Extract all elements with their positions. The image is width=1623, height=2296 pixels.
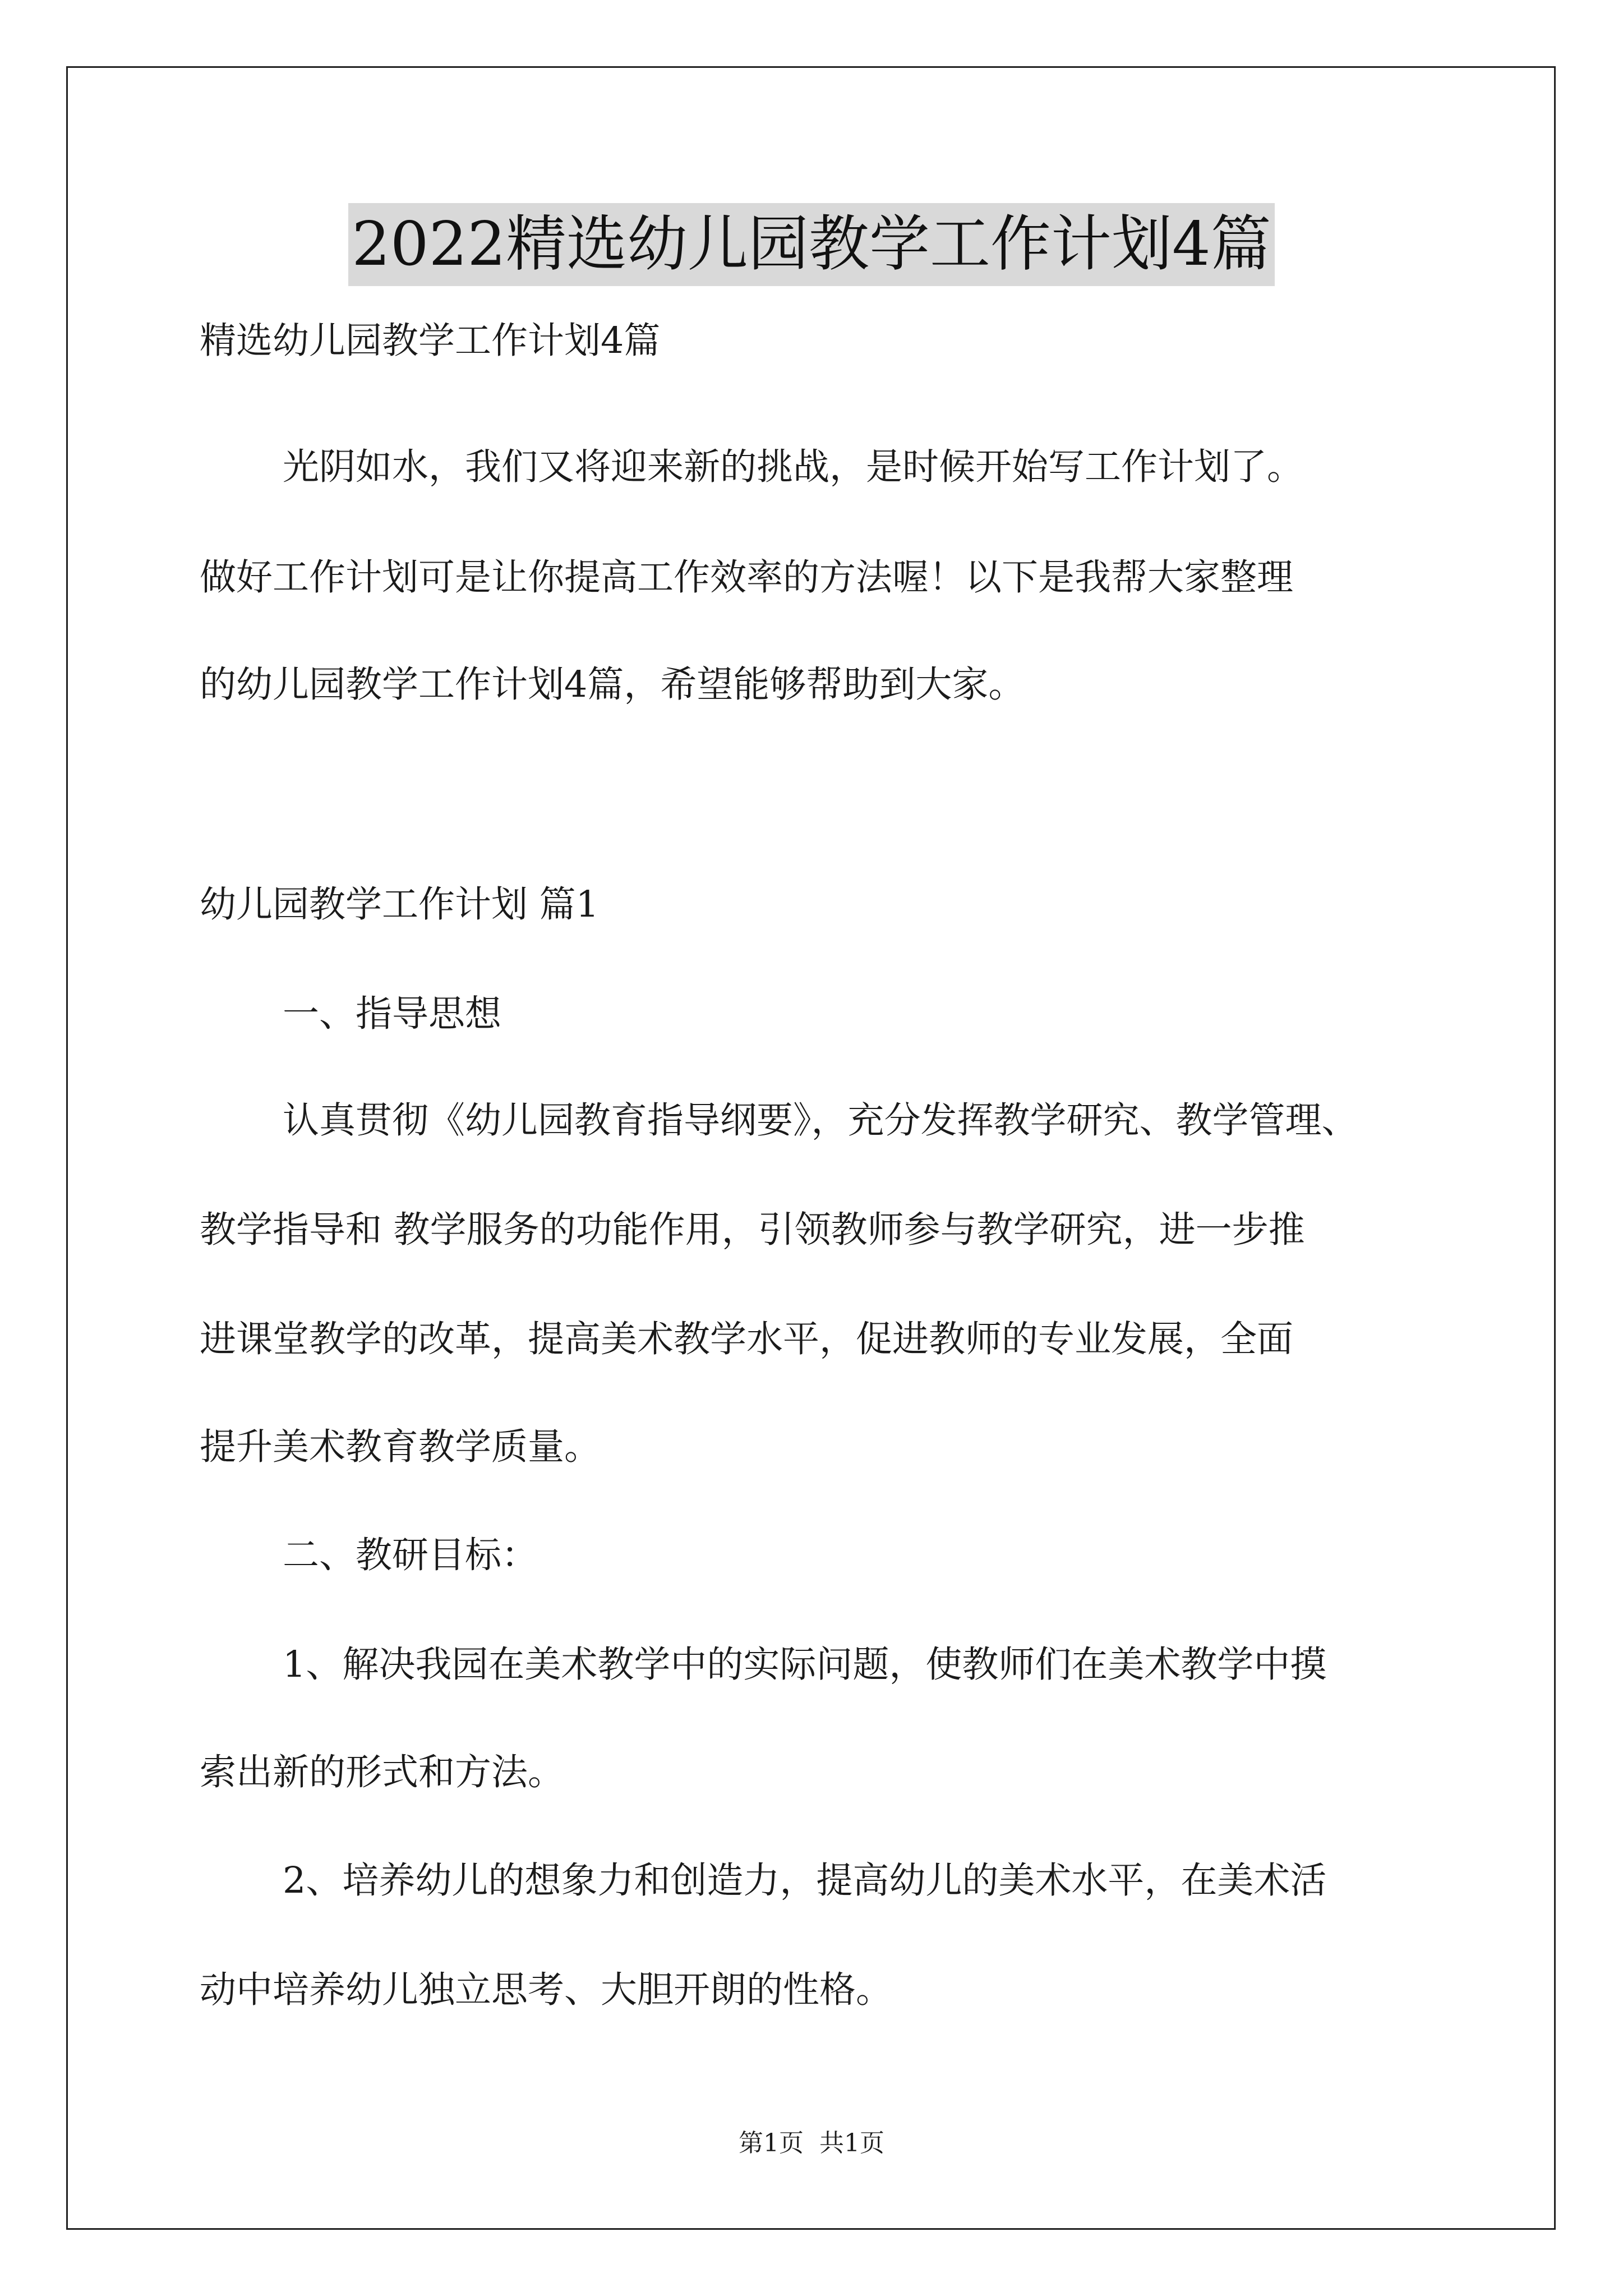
heading-guiding-thought: 一、指导思想	[283, 993, 502, 1035]
title-container	[0, 203, 1623, 286]
guiding-line-1: 认真贯彻《幼儿园教育指导纲要》，充分发挥教学研究、教学管理、	[283, 1099, 1358, 1142]
page-border	[66, 66, 1556, 2230]
goal-one-line-1: 1、解决我园在美术教学中的实际问题，使教师们在美术教学中摸	[283, 1644, 1327, 1686]
guiding-line-4: 提升美术教育教学质量。	[200, 1426, 601, 1468]
goal-two-line-1: 2、培养幼儿的想象力和创造力，提高幼儿的美术水平，在美术活	[283, 1860, 1327, 1902]
section-heading: 幼儿园教学工作计划 篇1	[200, 884, 600, 926]
document-subtitle: 精选幼儿园教学工作计划4篇	[200, 320, 661, 362]
document-title: 2022精选幼儿园教学工作计划4篇	[348, 203, 1275, 286]
intro-line-2: 做好工作计划可是让你提高工作效率的方法喔！以下是我帮大家整理	[200, 556, 1294, 599]
goal-two-line-2: 动中培养幼儿独立思考、大胆开朗的性格。	[200, 1969, 893, 2011]
heading-research-goals: 二、教研目标：	[283, 1534, 538, 1576]
goal-one-line-2: 索出新的形式和方法。	[200, 1751, 565, 1793]
intro-line-3: 的幼儿园教学工作计划4篇，希望能够帮助到大家。	[200, 664, 1025, 706]
page-number-footer: 第1页 共1页	[739, 2129, 884, 2157]
guiding-line-2: 教学指导和 教学服务的功能作用，引领教师参与教学研究，进一步推	[200, 1209, 1305, 1251]
intro-line-1: 光阴如水，我们又将迎来新的挑战，是时候开始写工作计划了。	[283, 446, 1304, 488]
guiding-line-3: 进课堂教学的改革，提高美术教学水平，促进教师的专业发展，全面	[200, 1318, 1294, 1360]
